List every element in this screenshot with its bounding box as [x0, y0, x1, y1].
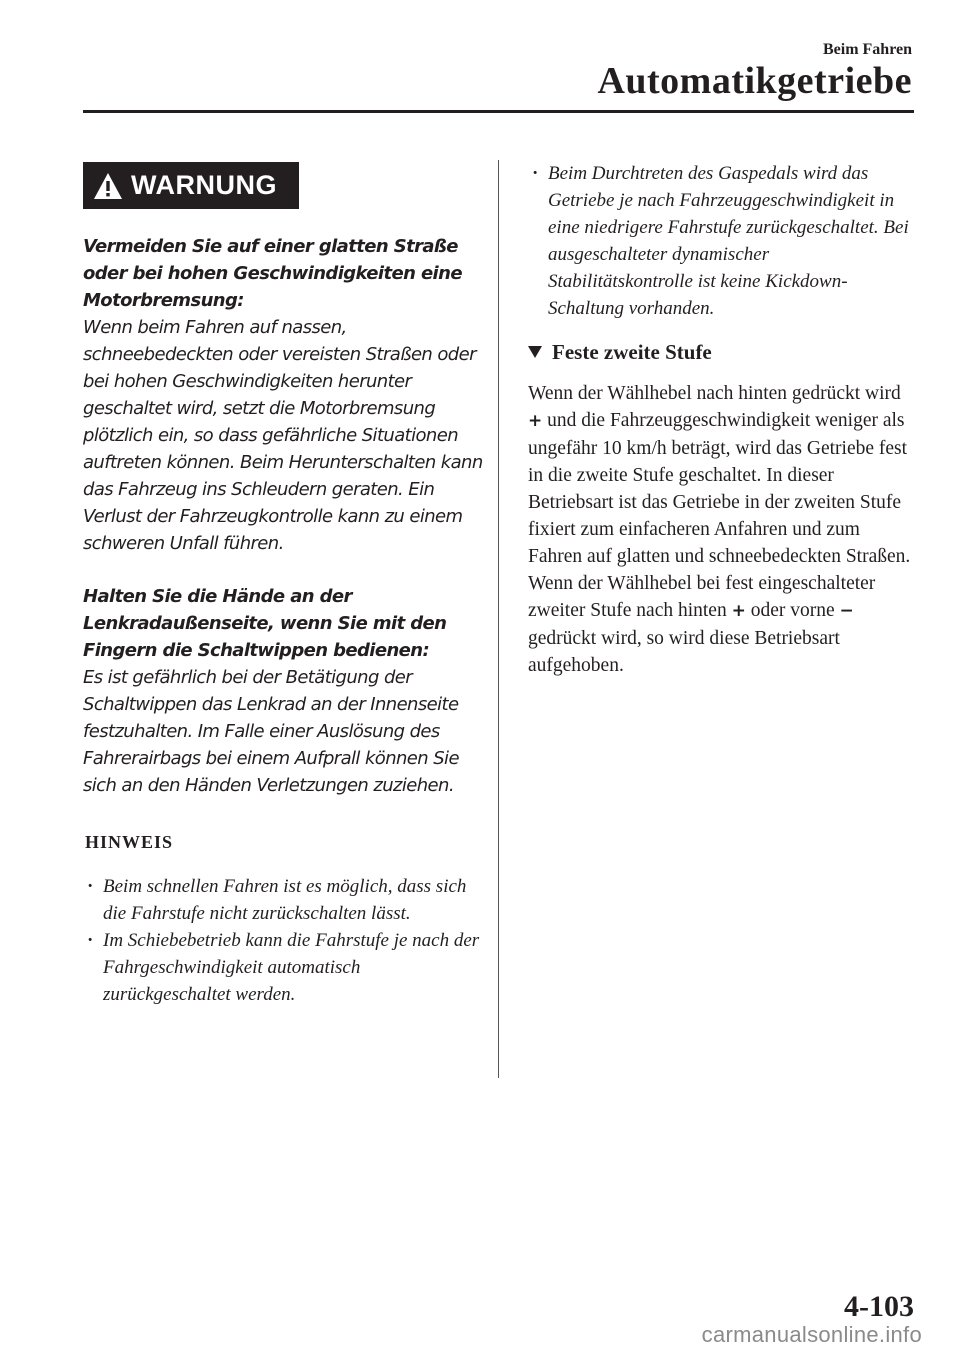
paragraph-text: und die Fahrzeuggeschwindigkeit weniger als ungefähr 10 km/h beträgt, wird das Getriebe fest in die zweite Stufe geschaltet. In dieser Betriebsart ist das Getriebe in der zweiten Stufe fixiert zum einfacheren Anfahren und zum Fahren auf glatten und schneebedeckten Straßen. Wenn der Wählhebel bei fest eingeschalteter zweiter Stufe nach hinten	[528, 410, 911, 621]
section-heading	[528, 338, 918, 366]
section-title: Beim Fahren	[822, 41, 912, 58]
page-number: 4-103	[844, 1290, 914, 1323]
plus-symbol: +	[731, 601, 746, 621]
note-item: · Beim schnellen Fahren ist es möglich, dass sich die Fahrstufe nicht zurückschalten lässt.	[83, 873, 483, 927]
watermark-text: carmanualsonline.info	[701, 1322, 922, 1347]
section-heading-text: Feste zweite Stufe	[552, 340, 712, 364]
chapter-title: Automatikgetriebe	[597, 60, 912, 102]
section-paragraph	[528, 380, 918, 679]
plus-symbol: +	[528, 411, 543, 431]
warning-body: Es ist gefährlich bei der Betätigung der Schaltwippen das Lenkrad an der Innenseite festzuhalten. Im Falle einer Auslösung des Fahrerairbags bei einem Aufprall können Sie sich an den Händen Verletzungen zuziehen.	[83, 667, 459, 796]
paragraph-text: gedrückt wird, so wird diese Betriebsart aufgehoben.	[528, 628, 840, 676]
paragraph-text: oder vorne	[750, 600, 835, 621]
warning-heading: Vermeiden Sie auf einer glatten Straße oder bei hohen Geschwindigkeiten eine Motorbremsung:	[83, 236, 462, 311]
warning-group-paddle-shift	[83, 583, 483, 799]
header-rule	[83, 110, 914, 113]
warning-banner	[83, 162, 299, 209]
paragraph-text: Wenn der Wählhebel nach hinten gedrückt wird	[528, 383, 901, 404]
warning-icon	[93, 172, 123, 200]
page-header	[597, 40, 912, 102]
triangle-down-icon	[528, 345, 542, 359]
note-section	[83, 829, 483, 1008]
warning-heading: Halten Sie die Hände an der Lenkradaußenseite, wenn Sie mit den Fingern die Schaltwippen bedienen:	[83, 586, 447, 661]
column-divider	[498, 160, 499, 1078]
right-column	[528, 160, 918, 679]
minus-symbol: −	[839, 601, 854, 621]
warning-label: WARNUNG	[131, 170, 277, 200]
left-column	[83, 162, 483, 1008]
note-list-continued	[528, 160, 918, 322]
note-list	[83, 873, 483, 1008]
warning-body: Wenn beim Fahren auf nassen, schneebedeckten oder vereisten Straßen oder bei hohen Geschwindigkeiten herunter geschaltet wird, setzt die Motorbremsung plötzlich ein, so dass gefährliche Situationen auftreten können. Beim Herunterschalten kann das Fahrzeug ins Schleudern geraten. Ein Verlust der Fahrzeugkontrolle kann zu einem schweren Unfall führen.	[83, 317, 483, 554]
note-title: HINWEIS	[85, 832, 174, 852]
note-item: · Beim Durchtreten des Gaspedals wird das Getriebe je nach Fahrzeuggeschwindigkeit in eine niedrigere Fahrstufe zurückgeschaltet. Bei ausgeschalteter dynamischer Stabilitätskontrolle ist keine Kickdown-Schaltung vorhanden.	[528, 160, 918, 322]
note-item: · Im Schiebebetrieb kann die Fahrstufe je nach der Fahrgeschwindigkeit automatisch zurückgeschaltet werden.	[83, 927, 483, 1008]
warning-group-engine-brake	[83, 233, 483, 557]
